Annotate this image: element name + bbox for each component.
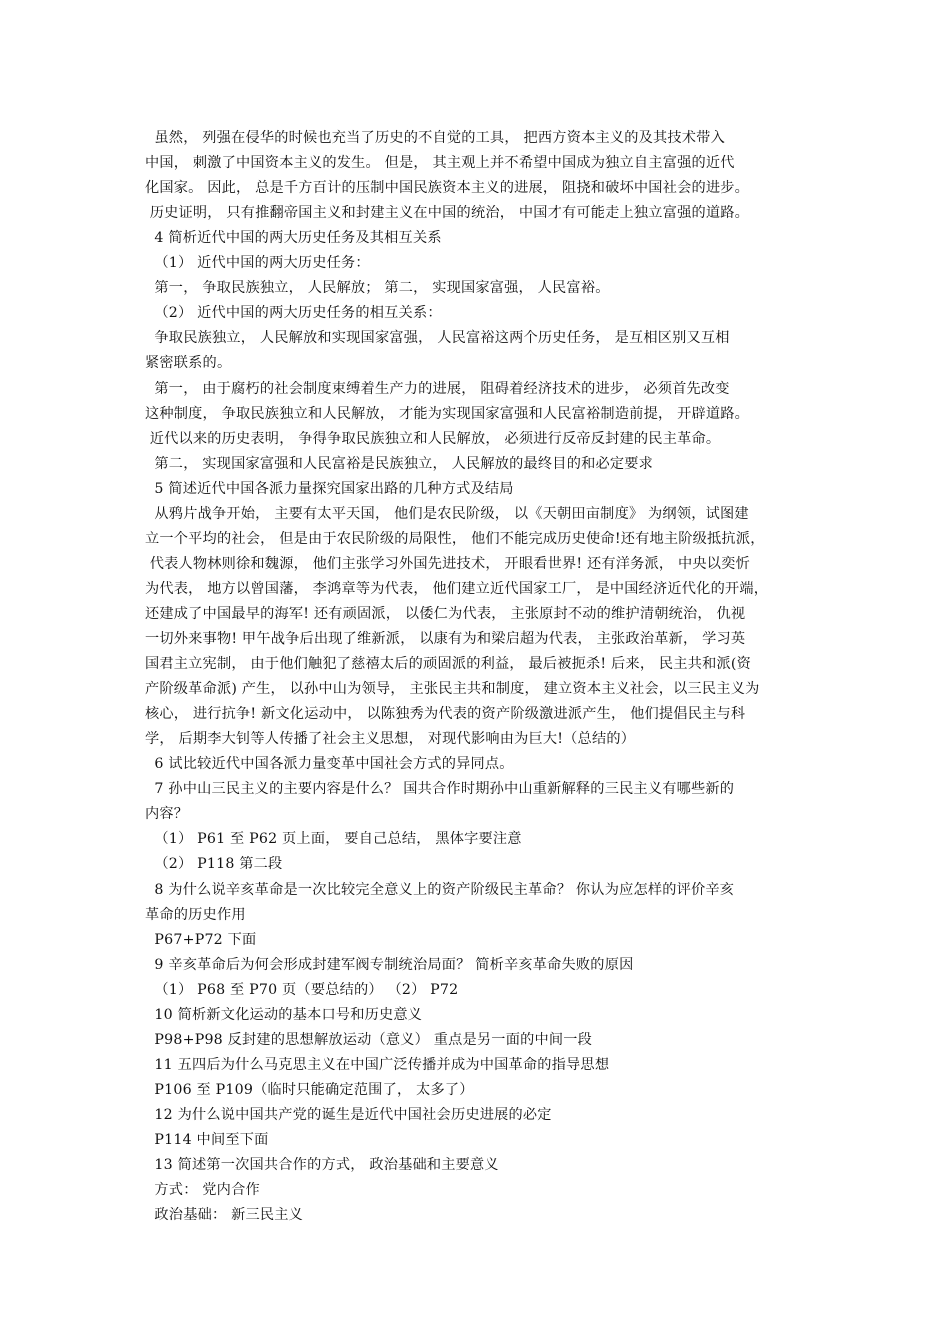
text-line: 历史证明， 只有推翻帝国主义和封建主义在中国的统治， 中国才有可能走上独立富强的道路。 <box>145 205 750 222</box>
text-line: 产阶级革命派) 产生， 以孙中山为领导， 主张民主共和制度， 建立资本主义社会，以三民主义为 <box>145 681 760 698</box>
text-line: （2） P118 第二段 <box>145 856 283 873</box>
text-line: 这种制度， 争取民族独立和人民解放， 才能为实现国家富强和人民富裕制造前提， 开辟道路。 <box>145 405 750 422</box>
text-line: （1） P61 至 P62 页上面， 要自己总结， 黑体字要注意 <box>145 831 522 848</box>
text-line: 国君主立宪制， 由于他们触犯了慈禧太后的顽固派的利益， 最后被扼杀! 后来， 民主共和派(资 <box>145 656 751 673</box>
text-line: 近代以来的历史表明， 争得争取民族独立和人民解放， 必须进行反帝反封建的民主革命。 <box>145 430 721 447</box>
text-line: P67+P72 下面 <box>145 931 257 948</box>
text-line: 8 为什么说辛亥革命是一次比较完全意义上的资产阶级民主革命？ 你认为应怎样的评价辛亥 <box>145 881 735 898</box>
text-line: 虽然， 列强在侵华的时候也充当了历史的不自觉的工具， 把西方资本主义的及其技术带入 <box>145 130 725 146</box>
text-line: 13 简述第一次国共合作的方式， 政治基础和主要意义 <box>145 1157 499 1174</box>
text-line: P98+P98 反封建的思想解放运动（意义） 重点是另一面的中间一段 <box>145 1031 593 1048</box>
text-line: 9 辛亥革命后为何会形成封建军阀专制统治局面？ 简析辛亥革命失败的原因 <box>145 956 634 973</box>
text-line: 革命的历史作用 <box>145 906 246 923</box>
text-line: 一切外来事物! 甲午战争后出现了维新派， 以康有为和梁启超为代表， 主张政治革新， 学习英 <box>145 631 746 647</box>
text-line: 10 简析新文化运动的基本口号和历史意义 <box>145 1006 423 1023</box>
text-line: 化国家。 因此， 总是千方百计的压制中国民族资本主义的进展， 阻挠和破坏中国社会的进步。 <box>145 180 750 197</box>
text-line: 内容？ <box>145 806 189 823</box>
text-line: 核心， 进行抗争! 新文化运动中， 以陈独秀为代表的资产阶级激进派产生， 他们提倡民主与科 <box>145 706 746 723</box>
text-line: 争取民族独立， 人民解放和实现国家富强， 人民富裕这两个历史任务， 是互相区别又互相 <box>145 330 730 347</box>
text-line: 第二， 实现国家富强和人民富裕是民族独立， 人民解放的最终目的和必定要求 <box>145 455 654 472</box>
text-line: 从鸦片战争开始， 主要有太平天国， 他们是农民阶级， 以《天朝田亩制度》 为纲领，试图建 <box>145 505 749 522</box>
text-line: （2） 近代中国的两大历史任务的相互关系： <box>145 305 442 322</box>
text-line: 11 五四后为什么马克思主义在中国广泛传播并成为中国革命的指导思想 <box>145 1056 610 1073</box>
text-line: 政治基础： 新三民主义 <box>145 1207 304 1224</box>
text-line: 为代表， 地方以曾国藩， 李鸿章等为代表， 他们建立近代国家工厂， 是中国经济近代化的开端， <box>145 580 769 597</box>
text-line: 学， 后期李大钊等人传播了社会主义思想， 对现代影响由为巨大!（总结的） <box>145 731 636 748</box>
text-line: P106 至 P109（临时只能确定范围了， 太多了） <box>145 1081 474 1098</box>
text-line: 5 简述近代中国各派力量探究国家出路的几种方式及结局 <box>145 480 514 497</box>
text-line: 立一个平均的社会， 但是由于农民阶级的局限性， 他们不能完成历史使命!还有地主阶级抵抗派， <box>145 530 765 547</box>
text-line: （1） 近代中国的两大历史任务： <box>145 255 370 272</box>
text-line: 还建成了中国最早的海军! 还有顽固派， 以倭仁为代表， 主张原封不动的维护清朝统治， 仇视 <box>145 605 746 622</box>
text-line: 紧密联系的。 <box>145 355 232 372</box>
text-line: 12 为什么说中国共产党的诞生是近代中国社会历史进展的必定 <box>145 1106 552 1123</box>
text-line: 4 简析近代中国的两大历史任务及其相互关系 <box>145 230 442 247</box>
text-line: 6 试比较近代中国各派力量变革中国社会方式的异同点。 <box>145 756 514 773</box>
text-line: 7 孙中山三民主义的主要内容是什么？ 国共合作时期孙中山重新解释的三民主义有哪些新的 <box>145 781 735 798</box>
text-line: 代表人物林则徐和魏源， 他们主张学习外国先进技术， 开眼看世界! 还有洋务派， 中央以奕忻 <box>145 555 750 572</box>
text-line: 中国， 刺激了中国资本主义的发生。 但是， 其主观上并不希望中国成为独立自主富强的近代 <box>145 155 735 172</box>
text-line: （1） P68 至 P70 页（要总结的） （2） P72 <box>145 981 459 998</box>
text-line: P114 中间至下面 <box>145 1132 269 1148</box>
text-line: 第一， 由于腐朽的社会制度束缚着生产力的进展， 阻碍着经济技术的进步， 必须首先改变 <box>145 380 730 397</box>
text-line: 第一， 争取民族独立， 人民解放； 第二， 实现国家富强， 人民富裕。 <box>145 280 610 297</box>
text-line: 方式： 党内合作 <box>145 1182 260 1199</box>
